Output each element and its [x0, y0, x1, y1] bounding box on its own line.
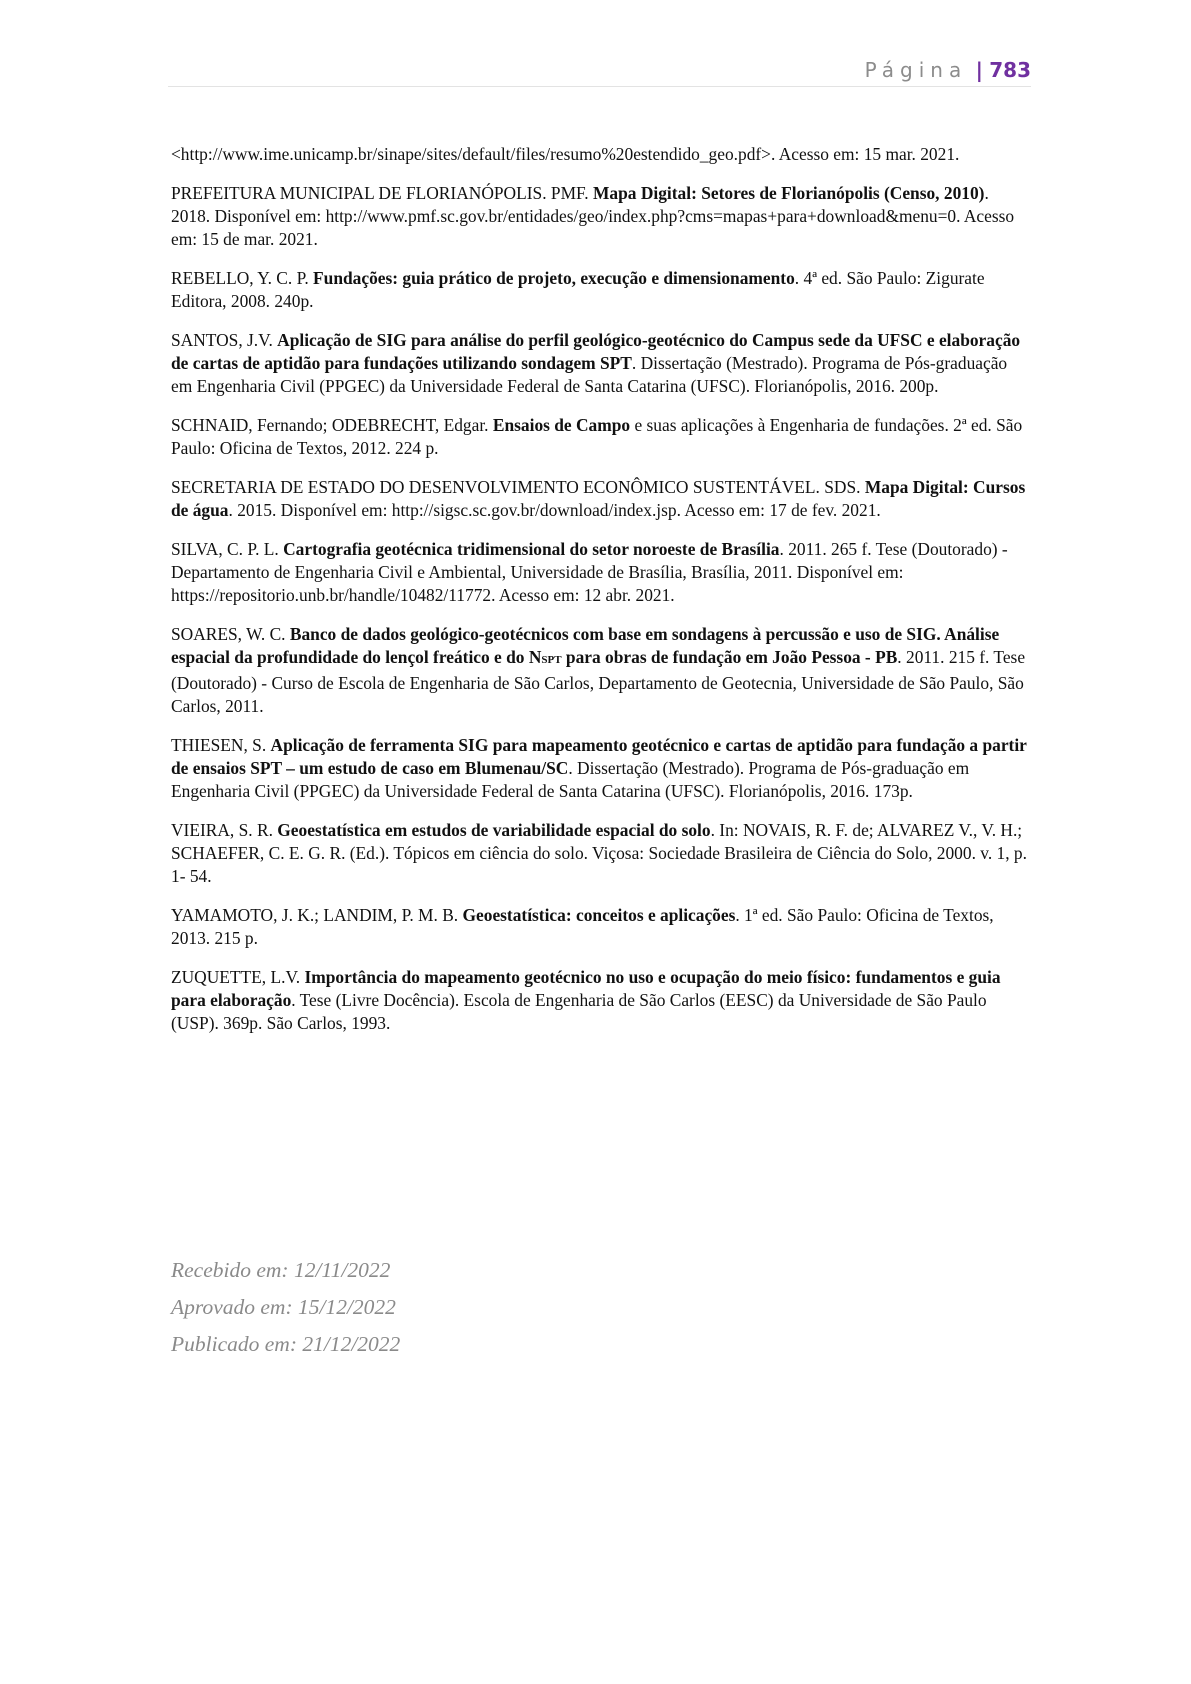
reference-title: Geoestatística em estudos de variabilidade espacial do solo — [277, 820, 711, 840]
reference-item — [171, 182, 1029, 251]
reference-author: VIEIRA, S. R. — [171, 820, 278, 840]
page-separator: | — [975, 58, 983, 82]
reference-author: SANTOS, J.V. — [171, 330, 278, 350]
reference-item — [171, 414, 1029, 460]
reference-details: . 2018. Disponível em: http://www.pmf.sc.gov.br/entidades/geo/index.php?cms=mapas+para+download&menu=0. Acesso em: 15 de mar. 2021. — [171, 183, 1015, 249]
reference-details: . 1ª ed. São Paulo: Oficina de Textos, 2013. 215 p. — [171, 905, 994, 948]
reference-details: e suas aplicações à Engenharia de fundações. 2ª ed. São Paulo: Oficina de Textos, 2012. 224 p. — [171, 415, 1023, 458]
reference-author: ZUQUETTE, L.V. — [171, 967, 305, 987]
reference-details: . 2011. 265 f. Tese (Doutorado) - Departamento de Engenharia Civil e Ambiental, Universidade de Brasília, Brasília, 2011. Disponível em: https://repositorio.unb.br/handle/10482/11772. Acesso em: 12 abr. 2021. — [171, 539, 1008, 605]
page-number: 783 — [989, 58, 1031, 82]
reference-title: Mapa Digital: Cursos de água — [171, 477, 1026, 520]
reference-item — [171, 623, 1029, 718]
publication-dates — [171, 1252, 400, 1363]
reference-item — [171, 538, 1029, 607]
reference-item — [171, 267, 1029, 313]
reference-item — [171, 819, 1029, 888]
published-date: Publicado em: 21/12/2022 — [171, 1332, 401, 1356]
received-date: Recebido em: 12/11/2022 — [171, 1258, 391, 1282]
reference-title-cont: para obras de fundação em João Pessoa - PB — [561, 647, 898, 667]
reference-item — [171, 734, 1029, 803]
reference-title: Importância do mapeamento geotécnico no uso e ocupação do meio físico: fundamentos e guia para elaboração — [171, 967, 1001, 1010]
reference-author: PREFEITURA MUNICIPAL DE FLORIANÓPOLIS. PMF. — [171, 183, 594, 203]
reference-list — [171, 143, 1029, 1051]
reference-item — [171, 904, 1029, 950]
reference-details: . 4ª ed. São Paulo: Zigurate Editora, 2008. 240p. — [171, 268, 985, 311]
reference-author: REBELLO, Y. C. P. — [171, 268, 314, 288]
reference-details: . Dissertação (Mestrado). Programa de Pós-graduação em Engenharia Civil (PPGEC) da Universidade Federal de Santa Catarina (UFSC). Florianópolis, 2016. 200p. — [171, 353, 1008, 396]
reference-details: . 2015. Disponível em: http://sigsc.sc.gov.br/download/index.jsp. Acesso em: 17 de fev. 2021. — [228, 500, 881, 520]
reference-details: . 2011. 215 f. Tese (Doutorado) - Curso de Escola de Engenharia de São Carlos, Departamento de Geotecnia, Universidade de São Paulo, São Carlos, 2011. — [171, 647, 1026, 716]
reference-title: Aplicação de ferramenta SIG para mapeamento geotécnico e cartas de aptidão para fundação a partir de ensaios SPT – um estudo de caso em Blumenau/SC — [171, 735, 1027, 778]
reference-title: Fundações: guia prático de projeto, execução e dimensionamento — [313, 268, 795, 288]
reference-author: SILVA, C. P. L. — [171, 539, 284, 559]
reference-title: Geoestatística: conceitos e aplicações — [462, 905, 736, 925]
page-number-block — [865, 58, 1031, 82]
reference-item — [171, 476, 1029, 522]
reference-details: . In: NOVAIS, R. F. de; ALVAREZ V., V. H.; SCHAEFER, C. E. G. R. (Ed.). Tópicos em ciência do solo. Viçosa: Sociedade Brasileira de Ciência do Solo, 2000. v. 1, p. 1- 54. — [171, 820, 1027, 886]
reference-item — [171, 143, 1029, 166]
reference-title: Aplicação de SIG para análise do perfil geológico-geotécnico do Campus sede da UFSC e elaboração de cartas de aptidão para fundações utilizando sondagem SPT — [171, 330, 1021, 373]
reference-author: SECRETARIA DE ESTADO DO DESENVOLVIMENTO ECONÔMICO SUSTENTÁVEL. SDS. — [171, 477, 865, 497]
reference-details: . Dissertação (Mestrado). Programa de Pós-graduação em Engenharia Civil (PPGEC) da Universidade Federal de Santa Catarina (UFSC). Florianópolis, 2016. 173p. — [171, 758, 970, 801]
page-header — [168, 56, 1031, 87]
page-label: Página — [864, 58, 968, 82]
reference-title: Banco de dados geológico-geotécnicos com base em sondagens à percussão e uso de SIG. Análise espacial da profundidade do lençol freático e do N — [171, 624, 1000, 667]
reference-title: Cartografia geotécnica tridimensional do setor noroeste de Brasília — [283, 539, 780, 559]
reference-author: THIESEN, S. — [171, 735, 271, 755]
reference-author: SCHNAID, Fernando; ODEBRECHT, Edgar. — [171, 415, 493, 435]
reference-details: . Tese (Livre Docência). Escola de Engenharia de São Carlos (EESC) da Universidade de São Paulo (USP). 369p. São Carlos, 1993. — [171, 990, 987, 1033]
reference-author: YAMAMOTO, J. K.; LANDIM, P. M. B. — [171, 905, 463, 925]
reference-subscript: SPT — [541, 654, 562, 666]
reference-text: <http://www.ime.unicamp.br/sinape/sites/default/files/resumo%20estendido_geo.pdf>. Acesso em: 15 mar. 2021. — [171, 144, 960, 164]
reference-title: Mapa Digital: Setores de Florianópolis (Censo, 2010) — [593, 183, 985, 203]
reference-title: Ensaios de Campo — [492, 415, 631, 435]
reference-item — [171, 329, 1029, 398]
reference-item — [171, 966, 1029, 1035]
approved-date: Aprovado em: 15/12/2022 — [171, 1295, 396, 1319]
reference-author: SOARES, W. C. — [171, 624, 290, 644]
